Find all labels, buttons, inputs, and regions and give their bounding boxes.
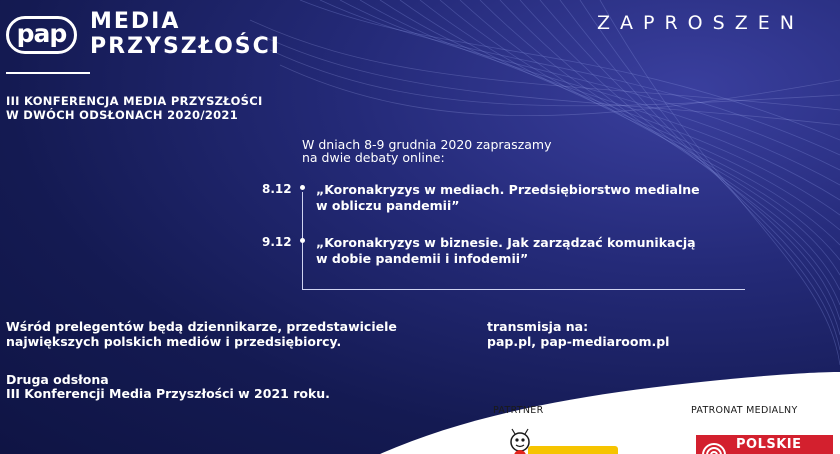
- event-date: 8.12: [262, 182, 292, 196]
- event-title-line-2: w obliczu pandemii”: [316, 198, 460, 213]
- brand-line-2: PRZYSZŁOŚCI: [90, 34, 281, 59]
- second-edition-line-1: Druga odsłona: [6, 372, 109, 387]
- event-title-line-1: „Koronakryzys w biznesie. Jak zarządzać komunikacją: [316, 235, 696, 250]
- media-patronage-label: PATRONAT MEDIALNY: [691, 405, 798, 416]
- partner-logo: [496, 428, 621, 454]
- invitation-heading: ZAPROSZEN: [597, 12, 804, 34]
- event-title-line-1: „Koronakryzys w mediach. Przedsiębiorstwo medialne: [316, 182, 700, 197]
- second-edition-line-2: III Konferencji Media Przyszłości w 2021 roku.: [6, 386, 330, 401]
- brand-line-1: MEDIA: [90, 9, 181, 34]
- transmission-label: transmisja na:: [487, 319, 589, 334]
- radio-waves-icon: [699, 438, 729, 454]
- polskie-radio-logo: [696, 435, 833, 454]
- pap-logo-text: pap: [16, 19, 67, 48]
- speakers-line-1: Wśród prelegentów będą dziennikarze, przedstawiciele: [6, 319, 397, 334]
- polskie-radio-text: POLSKIE: [736, 437, 802, 452]
- event-title-line-2: w dobie pandemii i infodemii”: [316, 251, 529, 266]
- event-date: 9.12: [262, 235, 292, 249]
- intro-line-2: na dwie debaty online:: [302, 150, 445, 165]
- transmission-sites: pap.pl, pap-mediaroom.pl: [487, 334, 670, 349]
- intro-line-1: W dniach 8-9 grudnia 2020 zapraszamy: [302, 137, 552, 152]
- conference-title-line-1: III KONFERENCJA MEDIA PRZYSZŁOŚCI: [6, 94, 263, 108]
- conference-title-line-2: W DWÓCH ODSŁONACH 2020/2021: [6, 108, 239, 122]
- speakers-line-2: największych polskich mediów i przedsiębiorcy.: [6, 334, 342, 349]
- partner-label: PATRTNER: [493, 405, 544, 416]
